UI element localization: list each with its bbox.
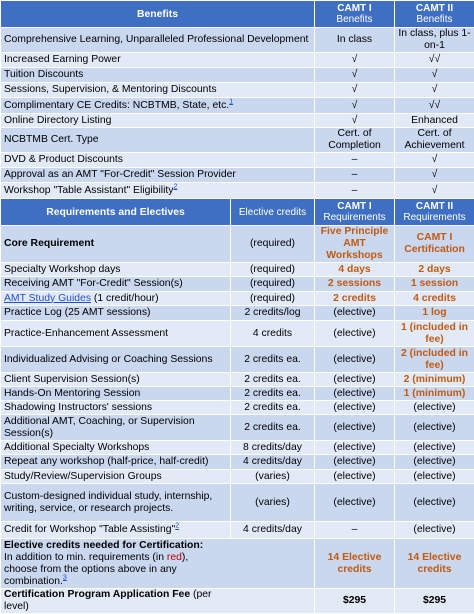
benefit-label: Approval as an AMT "For-Credit" Session Provider <box>1 168 315 183</box>
requirement-camt2: 1 log <box>395 306 474 321</box>
requirement-camt1: (elective) <box>315 373 395 387</box>
requirement-camt2: 4 credits <box>395 292 474 306</box>
requirement-elective: 4 credits <box>231 321 315 347</box>
camt2-sub: Benefits <box>398 14 471 25</box>
benefit-label: Tuition Discounts <box>1 68 315 83</box>
benefits-header-row <box>1 1 474 28</box>
benefit-camt2: Enhanced <box>395 114 474 128</box>
requirement-elective: (required) <box>231 277 315 292</box>
elective-credits-needed-text <box>4 552 311 564</box>
camt1-sub: Requirements <box>318 212 391 223</box>
needed-line2: choose from the options above in any combination. <box>4 564 177 587</box>
requirement-row <box>1 373 474 387</box>
requirement-camt2: (elective) <box>395 401 474 415</box>
requirement-camt1: (elective) <box>315 347 395 373</box>
requirement-camt2: (elective) <box>395 415 474 441</box>
requirement-elective: 2 credits ea. <box>231 347 315 373</box>
needed-line1-end: ), <box>182 552 188 563</box>
requirement-camt1: 4 days <box>315 263 395 277</box>
requirement-elective: 2 credits ea. <box>231 415 315 441</box>
requirement-camt1: (elective) <box>315 387 395 401</box>
requirement-label: Practice Log (25 AMT sessions) <box>1 306 231 321</box>
benefit-label: Sessions, Supervision, & Mentoring Discounts <box>1 83 315 98</box>
requirement-label: Client Supervision Session(s) <box>1 373 231 387</box>
requirement-label: Shadowing Instructors' sessions <box>1 401 231 415</box>
benefit-row <box>1 28 474 53</box>
elective-credits-needed-row <box>1 539 474 589</box>
check-icon: √ <box>395 168 474 183</box>
benefit-row <box>1 98 474 114</box>
requirement-elective: (required) <box>231 263 315 277</box>
double-check-icon: √√ <box>395 98 474 114</box>
footnote-link[interactable]: 2 <box>175 523 179 530</box>
dash-icon: – <box>315 522 395 539</box>
requirement-camt2: (elective) <box>395 441 474 455</box>
check-icon: √ <box>395 183 474 199</box>
benefit-label <box>1 183 315 199</box>
elective-credits-header: Elective credits <box>231 199 315 226</box>
requirements-header-row <box>1 199 474 226</box>
benefit-label: DVD & Product Discounts <box>1 153 315 168</box>
core-camt1: Five Principle AMT Workshops <box>315 226 395 263</box>
requirement-elective: 4 credits/day <box>231 455 315 470</box>
requirement-camt2: 2 (minimum) <box>395 373 474 387</box>
requirement-label: Additional Specialty Workshops <box>1 441 231 455</box>
check-icon: √ <box>315 68 395 83</box>
requirement-label <box>1 292 231 306</box>
requirement-row <box>1 441 474 455</box>
double-check-icon: √√ <box>395 53 474 68</box>
check-icon: √ <box>315 53 395 68</box>
requirement-row <box>1 415 474 441</box>
camt1-label: CAMT I <box>318 3 391 14</box>
benefit-row <box>1 128 474 153</box>
electives-camt1: 14 Elective credits <box>315 539 395 589</box>
requirement-camt2: 1 session <box>395 277 474 292</box>
requirement-row <box>1 347 474 373</box>
benefit-camt1: Cert. of Completion <box>315 128 395 153</box>
camt1-sub: Benefits <box>318 14 391 25</box>
requirement-camt1: (elective) <box>315 441 395 455</box>
benefits-header-camt2 <box>395 1 474 28</box>
requirement-label: Additional AMT, Coaching, or Supervision Session(s) <box>1 415 231 441</box>
elective-credits-needed-title: Elective credits needed for Certification: <box>4 540 311 552</box>
dash-icon: – <box>315 153 395 168</box>
fee-camt1: $295 <box>315 589 395 614</box>
requirement-row <box>1 484 474 522</box>
fee-row <box>1 589 474 614</box>
benefit-label-text: Workshop "Table Assistant" Eligibility <box>4 185 173 196</box>
requirement-label: Specialty Workshop days <box>1 263 231 277</box>
footnote-link[interactable]: 2 <box>173 183 177 190</box>
core-camt2: CAMT I Certification <box>395 226 474 263</box>
requirement-label <box>1 522 231 539</box>
requirement-camt2: 1 (minimum) <box>395 387 474 401</box>
benefit-label: Increased Earning Power <box>1 53 315 68</box>
benefit-row <box>1 68 474 83</box>
check-icon: √ <box>315 98 395 114</box>
requirement-camt2: (elective) <box>395 470 474 484</box>
requirement-row <box>1 321 474 347</box>
requirement-elective: 8 credits/day <box>231 441 315 455</box>
camt1-label: CAMT I <box>318 201 391 212</box>
camt2-label: CAMT II <box>398 3 471 14</box>
requirement-elective: (required) <box>231 292 315 306</box>
check-icon: √ <box>395 68 474 83</box>
dash-icon: – <box>315 183 395 199</box>
camt2-label: CAMT II <box>398 201 471 212</box>
needed-red-word: red <box>167 552 182 563</box>
benefit-label: NCBTMB Cert. Type <box>1 128 315 153</box>
requirement-elective: 4 credits/day <box>231 522 315 539</box>
elective-credits-needed-label <box>1 539 315 589</box>
benefit-row <box>1 183 474 199</box>
requirement-elective: 2 credits/log <box>231 306 315 321</box>
requirement-elective: 2 credits ea. <box>231 373 315 387</box>
requirement-row <box>1 306 474 321</box>
requirement-label: Hands-On Mentoring Session <box>1 387 231 401</box>
requirement-elective: 2 credits ea. <box>231 387 315 401</box>
dash-icon: – <box>315 168 395 183</box>
requirement-elective: (varies) <box>231 470 315 484</box>
study-guides-link[interactable]: AMT Study Guides <box>4 293 91 304</box>
check-icon: √ <box>395 83 474 98</box>
needed-line1: In addition to min. requirements (in <box>4 552 167 563</box>
benefit-row <box>1 53 474 68</box>
core-label: Core Requirement <box>1 226 231 263</box>
requirement-row <box>1 522 474 539</box>
check-icon: √ <box>315 114 395 128</box>
requirement-row <box>1 401 474 415</box>
requirement-camt1: (elective) <box>315 470 395 484</box>
requirement-row <box>1 455 474 470</box>
requirement-row <box>1 263 474 277</box>
benefit-label: Online Directory Listing <box>1 114 315 128</box>
fee-label-text: Certification Program Application Fee <box>4 589 190 600</box>
benefit-label-text: Complimentary CE Credits: NCBTMB, State, etc. <box>4 100 229 111</box>
requirement-label: Practice-Enhancement Assessment <box>1 321 231 347</box>
footnote-link[interactable]: 1 <box>229 98 233 105</box>
requirement-label: Individualized Advising or Coaching Sessions <box>1 347 231 373</box>
benefit-label <box>1 98 315 114</box>
requirement-camt2: 2 (included in fee) <box>395 347 474 373</box>
benefits-header-title: Benefits <box>1 1 315 28</box>
benefit-camt1: In class <box>315 28 395 53</box>
benefit-row <box>1 153 474 168</box>
requirement-camt1: 2 sessions <box>315 277 395 292</box>
requirement-camt1: 2 credits <box>315 292 395 306</box>
requirement-camt2: 1 (included in fee) <box>395 321 474 347</box>
benefit-camt2: In class, plus 1-on-1 <box>395 28 474 53</box>
requirement-label: Repeat any workshop (half-price, half-credit) <box>1 455 231 470</box>
elective-credits-needed-text2 <box>4 564 204 588</box>
camt2-sub: Requirements <box>398 212 471 223</box>
requirements-header-camt1 <box>315 199 395 226</box>
core-elective: (required) <box>231 226 315 263</box>
requirement-camt1: (elective) <box>315 306 395 321</box>
benefit-camt2: Cert. of Achievement <box>395 128 474 153</box>
electives-camt2: 14 Elective credits <box>395 539 474 589</box>
core-requirement-row <box>1 226 474 263</box>
requirement-elective: 2 credits ea. <box>231 401 315 415</box>
requirement-camt2: (elective) <box>395 484 474 522</box>
requirement-label-text: Credit for Workshop "Table Assisting" <box>4 524 175 535</box>
check-icon: √ <box>315 83 395 98</box>
requirement-elective: (varies) <box>231 484 315 522</box>
fee-label-rest: (per level) <box>4 589 211 612</box>
requirement-camt1: (elective) <box>315 401 395 415</box>
benefit-row <box>1 114 474 128</box>
requirement-label: Custom-designed individual study, internship, writing, service, or research projects. <box>1 484 231 522</box>
requirement-row <box>1 470 474 484</box>
requirement-row <box>1 277 474 292</box>
fee-camt2: $295 <box>395 589 474 614</box>
benefit-row <box>1 168 474 183</box>
requirement-camt1: (elective) <box>315 415 395 441</box>
requirements-header-camt2 <box>395 199 474 226</box>
requirement-row <box>1 292 474 306</box>
requirement-label: Receiving AMT "For-Credit" Session(s) <box>1 277 231 292</box>
requirement-camt1: (elective) <box>315 455 395 470</box>
requirement-row <box>1 387 474 401</box>
fee-label <box>1 589 315 614</box>
requirement-camt2: (elective) <box>395 522 474 539</box>
requirements-header-title: Requirements and Electives <box>1 199 231 226</box>
footnote-link[interactable]: 3 <box>63 574 67 581</box>
requirement-camt1: (elective) <box>315 484 395 522</box>
requirement-camt1: (elective) <box>315 321 395 347</box>
requirement-label-rest: (1 credit/hour) <box>91 293 159 304</box>
benefit-row <box>1 83 474 98</box>
benefits-header-camt1 <box>315 1 395 28</box>
benefit-label: Comprehensive Learning, Unparalleled Professional Development <box>1 28 315 53</box>
requirement-camt2: (elective) <box>395 455 474 470</box>
check-icon: √ <box>395 153 474 168</box>
requirement-label: Study/Review/Supervision Groups <box>1 470 231 484</box>
requirement-camt2: 2 days <box>395 263 474 277</box>
